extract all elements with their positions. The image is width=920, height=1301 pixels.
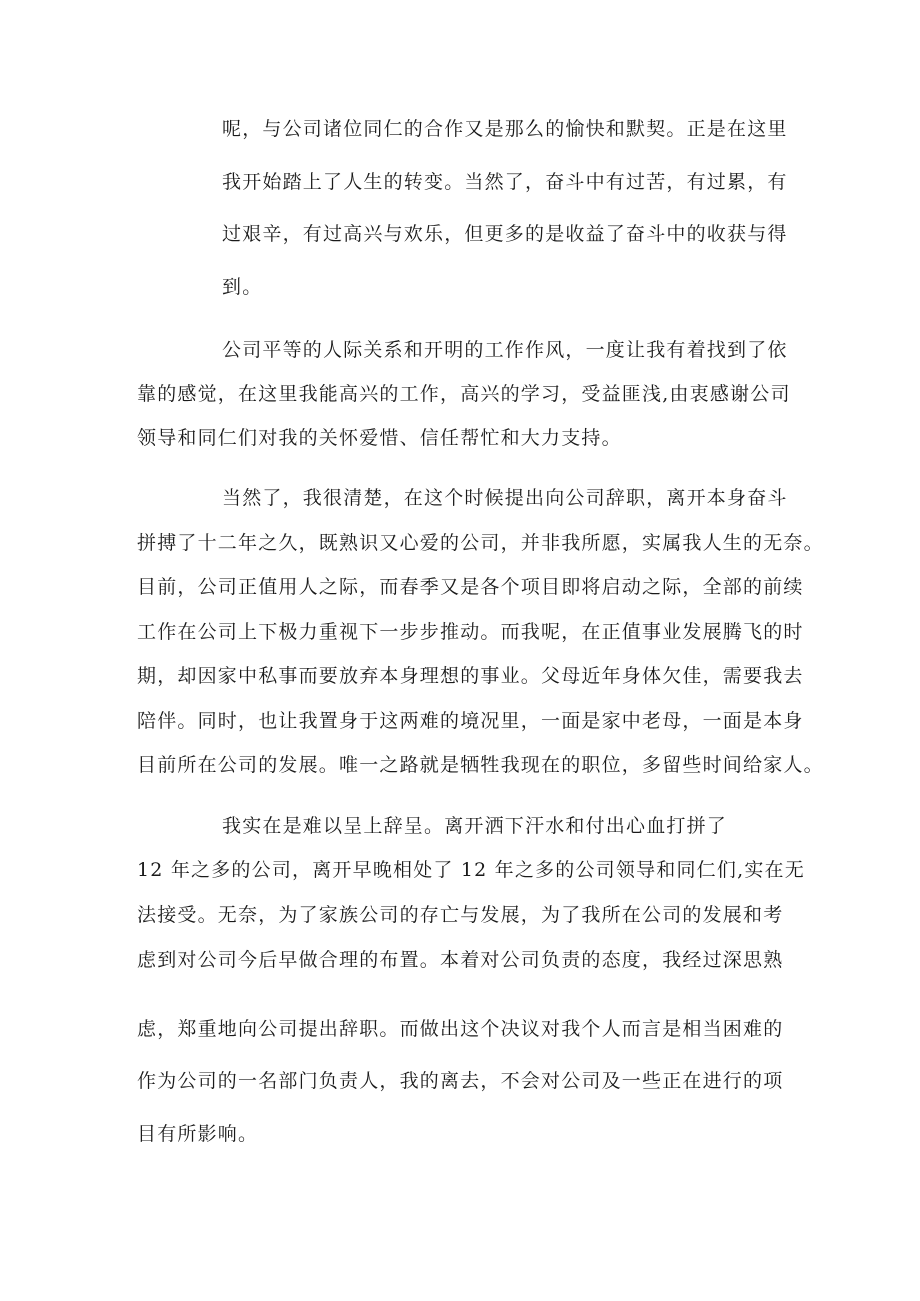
para-3-line-2: 拼搏了十二年之久，既熟识又心爱的公司，并非我所愿，实属我人生的无奈。 [137,532,824,554]
para-1-line-1: 呢，与公司诸位同仁的合作又是那么的愉快和默契。正是在这里 [222,118,788,140]
para-3-line-3: 目前，公司正值用人之际，而春季又是各个项目即将启动之际，全部的前续 [137,576,804,598]
para-2-line-1: 公司平等的人际关系和开明的工作作风，一度让我有着找到了依 [222,339,788,361]
para-2-line-2: 靠的感觉，在这里我能高兴的工作，高兴的学习，受益匪浅,由衷感谢公司 [137,383,791,405]
para-4-line-1: 我实在是难以呈上辞呈。离开洒下汗水和付出心血打拼了 [222,815,728,837]
para-3-line-5: 期，却因家中私事而要放弃本身理想的事业。父母近年身体欠佳，需要我去 [137,665,804,687]
para-4-line-2: 12 年之多的公司，离开早晚相处了 12 年之多的公司领导和同仁们,实在无 [137,859,805,881]
para-3-line-4: 工作在公司上下极力重视下一步步推动。而我呢，在正值事业发展腾飞的时 [137,621,804,643]
para-4-line-6: 作为公司的一名部门负责人，我的离去，不会对公司及一些正在进行的项 [137,1070,784,1092]
para-4-line-7: 目有所影响。 [137,1123,259,1145]
para-4-line-3: 法接受。无奈，为了家族公司的存亡与发展，为了我所在公司的发展和考 [137,904,784,926]
para-2-line-3: 领导和同仁们对我的关怀爱惜、信任帮忙和大力支持。 [137,427,622,449]
para-3-line-6: 陪伴。同时，也让我置身于这两难的境况里，一面是家中老母，一面是本身 [137,710,804,732]
para-1-line-4: 到。 [222,276,263,298]
para-3-line-1: 当然了，我很清楚，在这个时候提出向公司辞职，离开本身奋斗 [222,487,788,509]
para-4-line-4: 虑到对公司今后早做合理的布置。本着对公司负责的态度，我经过深思熟 [137,949,784,971]
para-3-line-7: 目前所在公司的发展。唯一之路就是牺牲我现在的职位，多留些时间给家人。 [137,754,824,776]
para-4-line-5: 虑，郑重地向公司提出辞职。而做出这个决议对我个人而言是相当困难的 [137,1018,784,1040]
para-1-line-2: 我开始踏上了人生的转变。当然了，奋斗中有过苦，有过累，有 [222,171,788,193]
para-1-line-3: 过艰辛，有过高兴与欢乐，但更多的是收益了奋斗中的收获与得 [222,223,788,245]
